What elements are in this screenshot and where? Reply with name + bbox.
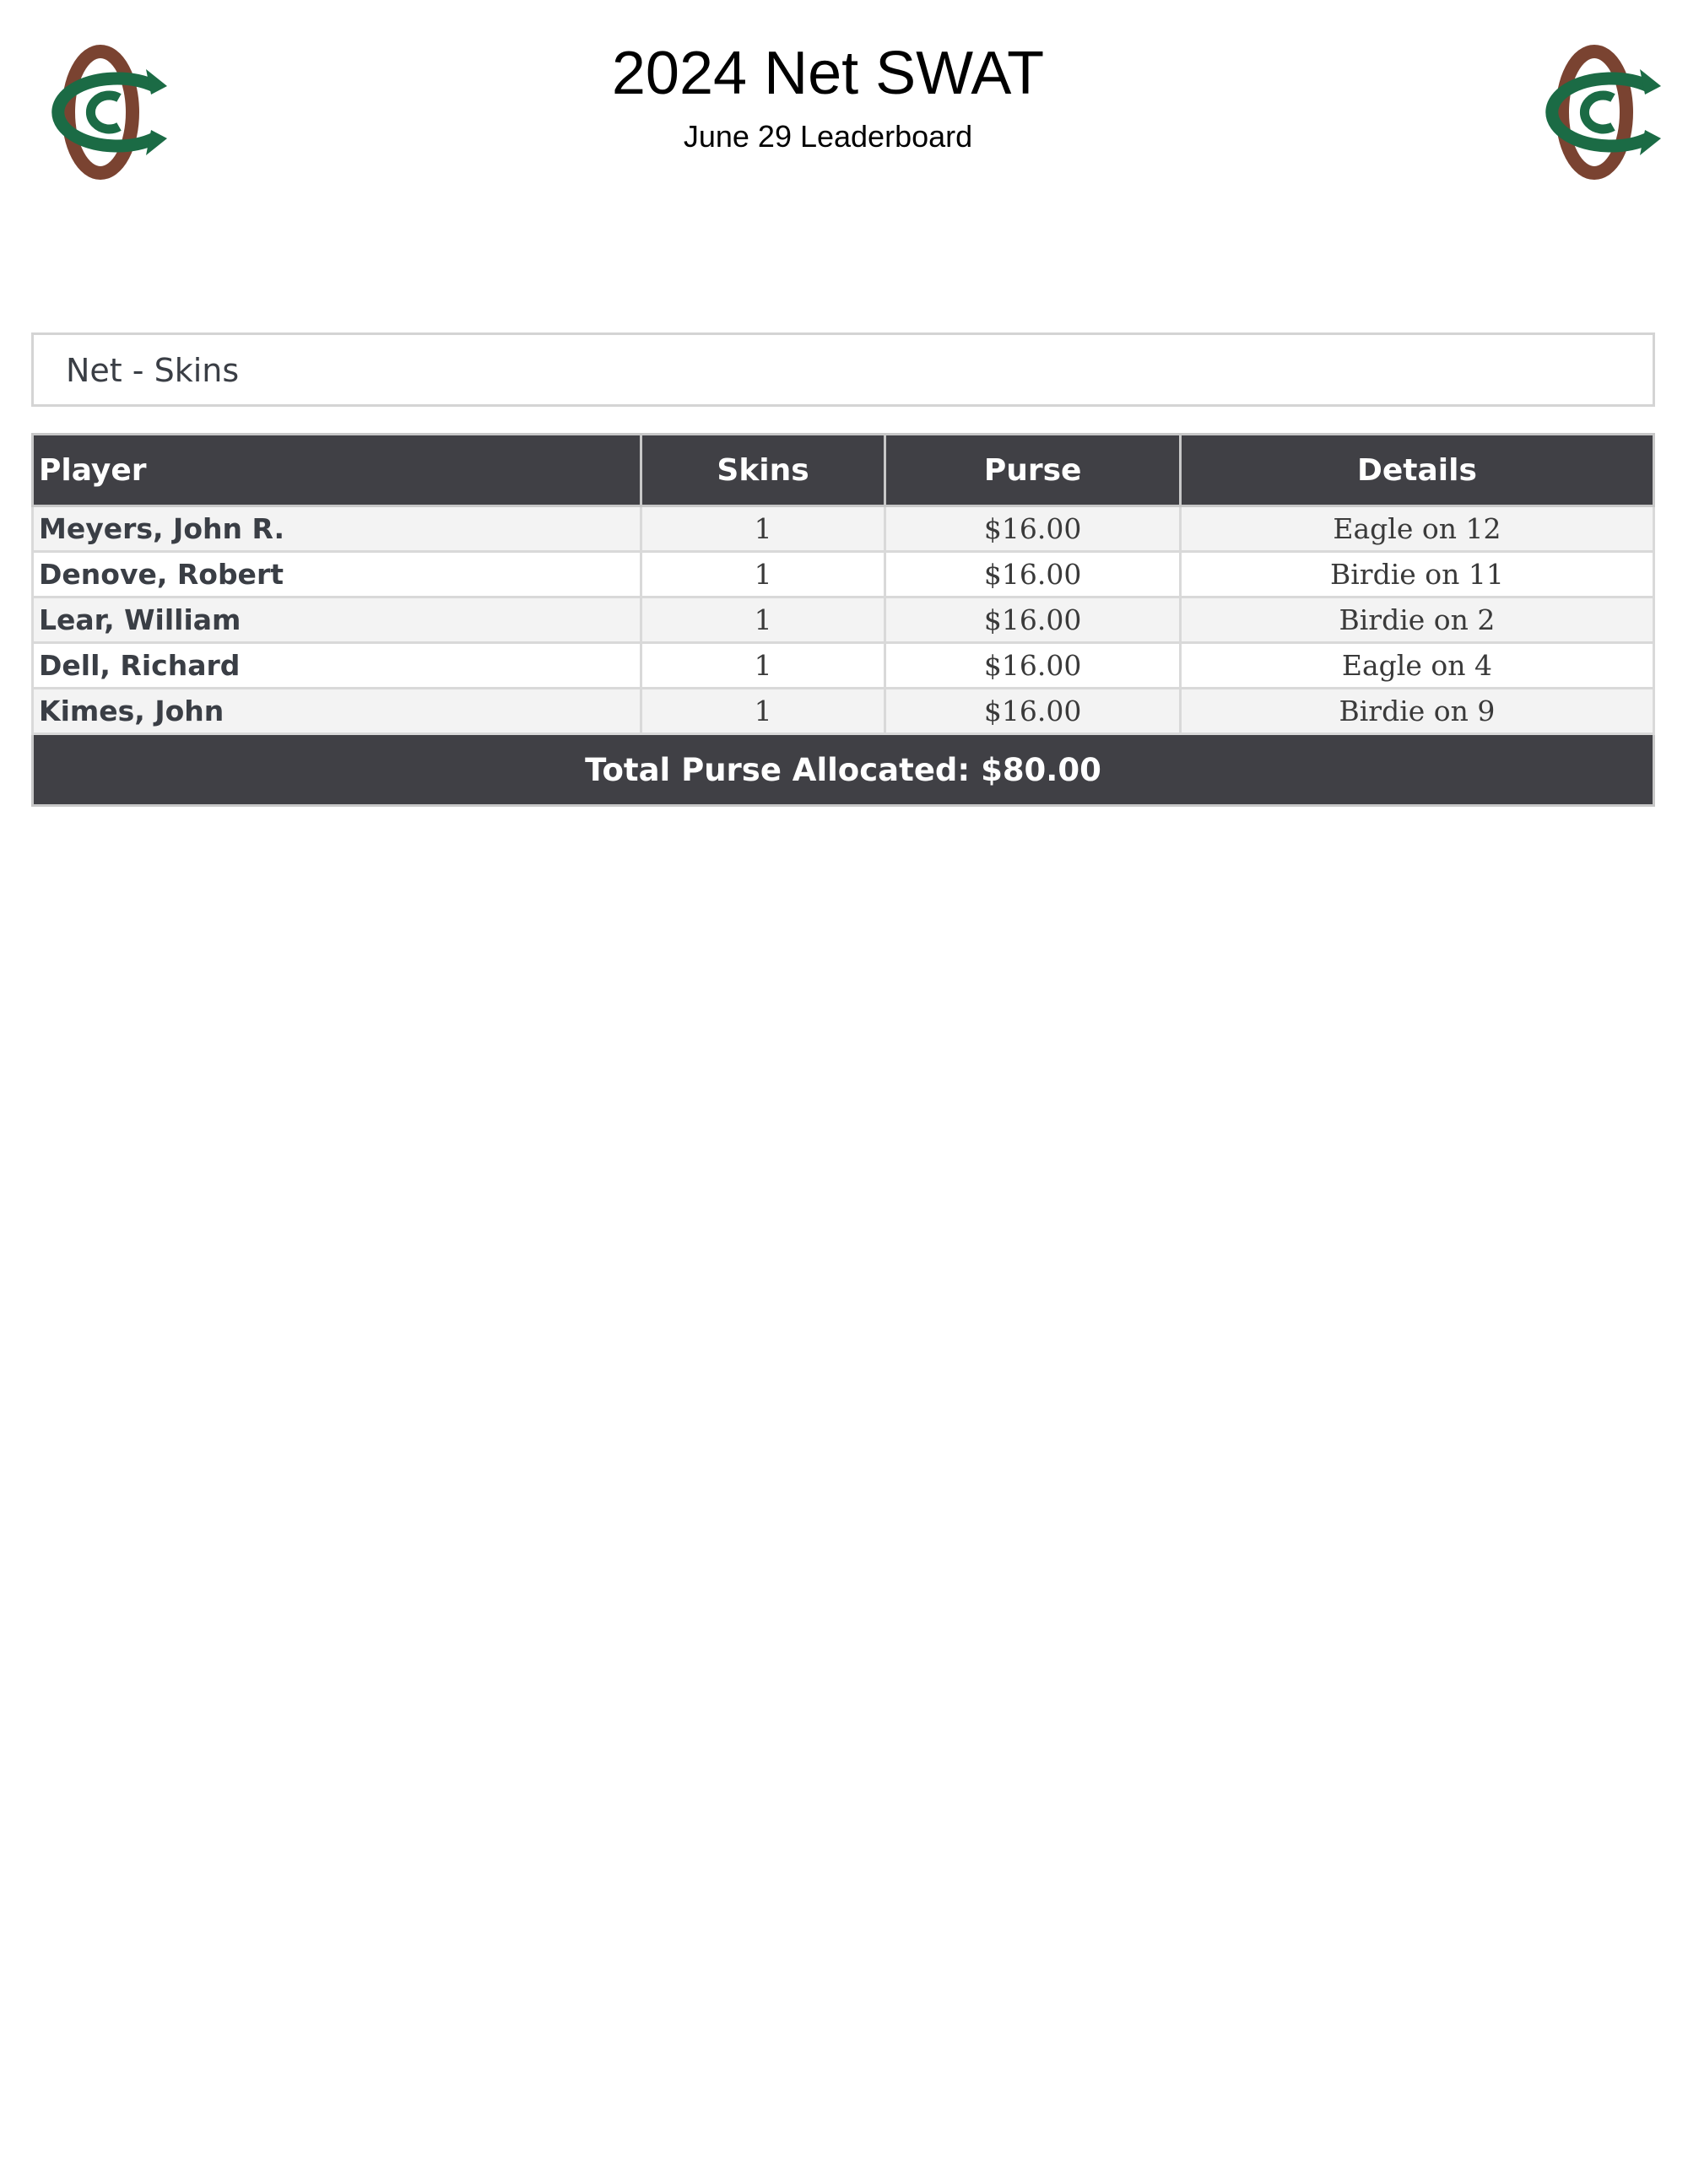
player-name: Kimes, John: [33, 689, 641, 734]
section-header: [31, 332, 1655, 407]
skin-details: Birdie on 9: [1180, 689, 1653, 734]
total-purse: Total Purse Allocated: $80.00: [33, 734, 1654, 806]
skin-details: Birdie on 2: [1180, 597, 1653, 643]
purse-amount: $16.00: [885, 689, 1181, 734]
player-name: Dell, Richard: [33, 643, 641, 689]
skin-details: Eagle on 4: [1180, 643, 1653, 689]
purse-amount: $16.00: [885, 506, 1181, 552]
table-row: [33, 552, 1654, 597]
skins-count: 1: [641, 597, 885, 643]
skin-details: Eagle on 12: [1180, 506, 1653, 552]
purse-amount: $16.00: [885, 643, 1181, 689]
player-name: Meyers, John R.: [33, 506, 641, 552]
skins-count: 1: [641, 689, 885, 734]
purse-amount: $16.00: [885, 597, 1181, 643]
skins-count: 1: [641, 552, 885, 597]
column-header-player: Player: [33, 435, 641, 506]
table-row: [33, 506, 1654, 552]
table-row: [33, 643, 1654, 689]
skins-count: 1: [641, 643, 885, 689]
skins-count: 1: [641, 506, 885, 552]
page-subtitle: June 29 Leaderboard: [683, 119, 973, 154]
column-header-skins: Skins: [641, 435, 885, 506]
player-name: Lear, William: [33, 597, 641, 643]
table-row: [33, 597, 1654, 643]
section-title: Net - Skins: [66, 352, 240, 389]
page-title: 2024 Net SWAT: [611, 40, 1045, 107]
skins-table: [31, 433, 1655, 807]
player-name: Denove, Robert: [33, 552, 641, 597]
page-header: [0, 37, 1656, 155]
purse-amount: $16.00: [885, 552, 1181, 597]
club-logo-right: [1522, 44, 1667, 181]
column-header-details: Details: [1180, 435, 1653, 506]
column-header-purse: Purse: [885, 435, 1181, 506]
skin-details: Birdie on 11: [1180, 552, 1653, 597]
table-row: [33, 689, 1654, 734]
table-header-row: [33, 435, 1654, 506]
table-footer-row: [33, 734, 1654, 806]
